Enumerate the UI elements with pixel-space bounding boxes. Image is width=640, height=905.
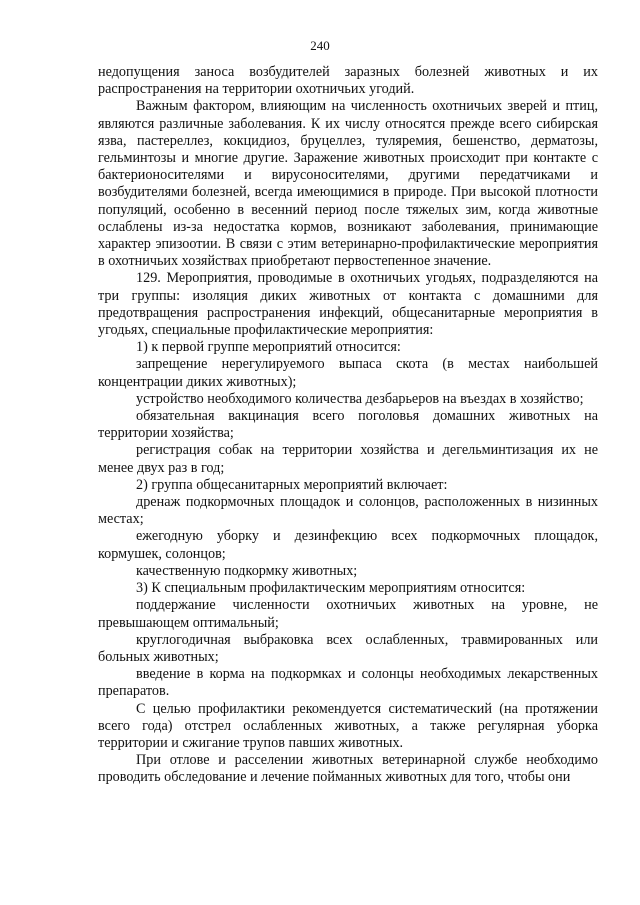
list-item: введение в корма на подкормках и солонцы необходимых лекарственных препаратов. [98,666,598,700]
list-item: поддержание численности охотничьих животных на уровне, не превышающем оптимальный; [98,597,598,631]
paragraph-relocation: При отлове и расселении животных ветеринарной службе необходимо проводить обследование и лечение пойманных животных для того, чтобы они [98,752,598,786]
paragraph-diseases: Важным фактором, влияющим на численность охотничьих зверей и птиц, являются различные заболевания. К их числу относятся прежде всего сибирская язва, пастереллез, кокцидиоз, бруцеллез, туляремия, бешенство, дерматозы, гельминтозы и многие другие. Заражение животных происходит при контакте с бактерионосителями и вирусоносителями, другими передатчиками и возбудителями болезней, всегда имеющимися в природе. При высокой плотности популяций, особенно в весенний период после тяжелых зим, когда животные ослаблены из-за недостатка кормов, возникают заболевания, принимающие характер эпизоотии. В связи с этим ветеринарно-профилактические мероприятия в охотничьих хозяйствах приобретают первостепенное значение. [98,98,598,270]
group-1-heading: 1) к первой группе мероприятий относится: [136,339,401,356]
page-number: 240 [310,38,330,53]
paragraph-129: 129. Мероприятия, проводимые в охотничьих угодьях, подразделяются на три группы: изоляция диких животных от контакта с домашними для предотвращения распространения инфекций, общесанитарные мероприятия в угодьях, специальные профилактические мероприятия: [98,270,598,339]
list-item: дренаж подкормочных площадок и солонцов, расположенных в низинных местах; [98,494,598,528]
list-item: запрещение нерегулируемого выпаса скота (в местах наибольшей концентрации диких животных); [98,356,598,390]
list-item: обязательная вакцинация всего поголовья домашних животных на территории хозяйства; [98,408,598,442]
list-item: устройство необходимого количества дезбарьеров на въездах в хозяйство; [136,390,584,407]
group-3-heading: 3) К специальным профилактическим мероприятиям относится: [136,580,526,597]
document-body [98,64,598,787]
group-2-heading: 2) группа общесанитарных мероприятий включает: [136,476,448,493]
list-item: качественную подкормку животных; [136,562,358,579]
list-item: круглогодичная выбраковка всех ослабленных, травмированных или больных животных; [98,631,598,665]
list-item: ежегодную уборку и дезинфекцию всех подкормочных площадок, кормушек, солонцов; [98,528,598,562]
list-item: регистрация собак на территории хозяйства и дегельминтизация их не менее двух раз в год; [98,442,598,476]
paragraph-prophylaxis: С целью профилактики рекомендуется систематический (на протяжении всего года) отстрел ослабленных животных, а также регулярная уборка территории и сжигание трупов павших животных. [98,700,598,751]
paragraph-continuation: недопущения заноса возбудителей заразных болезней животных и их распространения на территории охотничьих угодий. [98,64,598,98]
